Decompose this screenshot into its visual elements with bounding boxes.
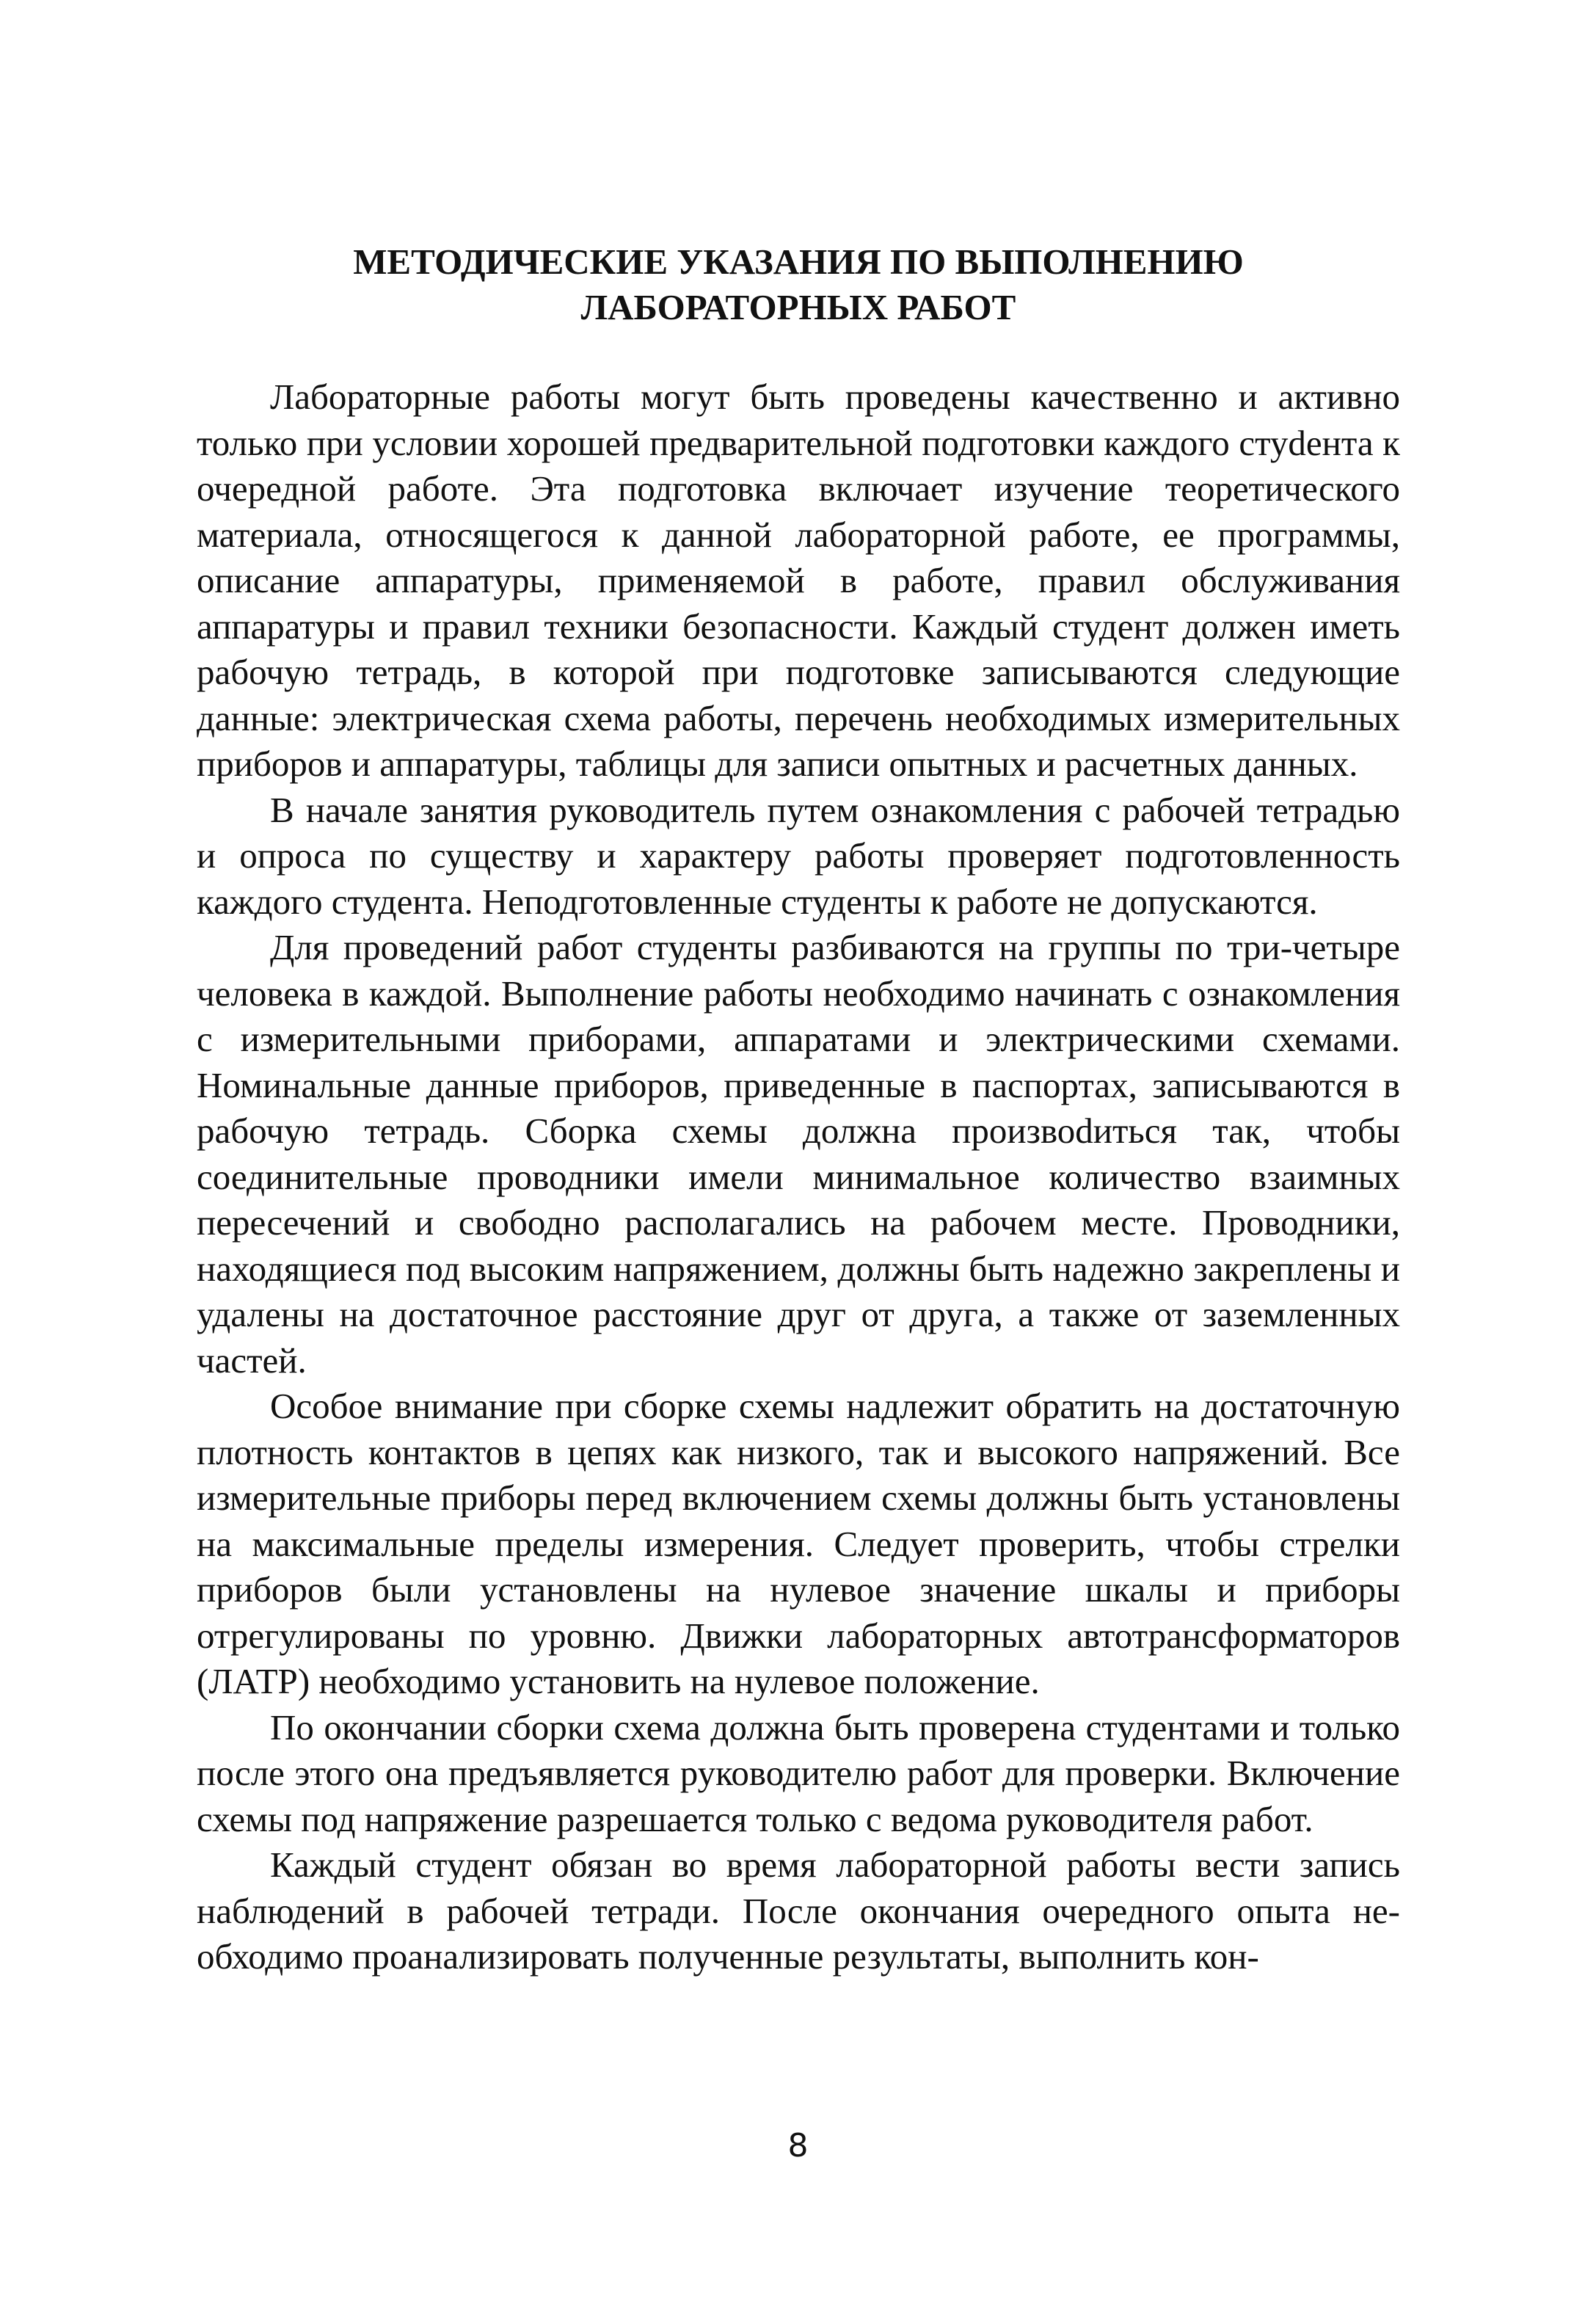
title-line-2: ЛАБОРАТОРНЫХ РАБОТ — [580, 287, 1016, 327]
paragraph-1: Лабораторные работы могут быть проведены качественно и активно только при условии хорошей предварительной подготовки каждого стуdента к очередной работе. Эта подготовка включает изучение теоретического материала, относящегося к данной лабораторной работе, ее программы, описание аппаратуры, применяемой в работе, правил обслуживания аппаратуры и правил техники безопасности. Каждый студент должен иметь рабочую тетрадь, в которой при подготовке записываются следующие данные: электрическая схема работы, перечень необходимых измерительных приборов и аппаратуры, таблицы для записи опытных и расчетных данных. — [197, 377, 1400, 784]
paragraph-6: Каждый студент обязан во время лабораторной работы вести запись наблюдений в рабочей тетради. После окончания очередного опыта необходимо проанализировать полученные результаты, выполнить кон- — [197, 1844, 1400, 1977]
page-number: 8 — [787, 2127, 809, 2164]
paragraph-4: Особое внимание при сборке схемы надлежит обратить на достаточную плотность контактов в цепях как низкого, так и высокого напряжений. Все измерительные приборы перед включением схемы должны быть установлены на максимальные пределы измерения. Следует проверить, чтобы стрелки приборов были установлены на нулевое значение шкалы и приборы отрегулированы по уровню. Движки лабораторных автотрансформаторов (ЛАТР) необходимо установить на нулевое положение. — [197, 1386, 1400, 1701]
paragraph-5: По окончании сборки схема должна быть проверена студентами и только после этого она предъявляется руководителю работ для проверки. Включение схемы под напряжение разрешается только с ведома руководителя работ. — [197, 1706, 1400, 1839]
page-title — [197, 239, 1400, 330]
title-line-1: МЕТОДИЧЕСКИЕ УКАЗАНИЯ ПО ВЫПОЛНЕНИЮ — [353, 241, 1244, 282]
paragraph-2: В начале занятия руководитель путем ознакомления с рабочей тетрадью и опроса по существу и характеру работы проверяет подготовленность каждого студента. Неподготовленные студенты к работе не допускаются. — [197, 789, 1400, 922]
paragraph-3: Для проведений работ студенты разбиваются на группы по три-четыре человека в каждой. Выполнение работы необходимо начинать с ознакомления с измерительными приборами, аппаратами и электрическими схемами. Номинальные данные приборов, приведенные в паспортах, записываются в рабочую тетрадь. Сборка схемы должна произвоdиться так, чтобы соединительные проводники имели минимальное количество взаимных пересечений и свободно располагались на рабочем месте. Проводники, находящиеся под высоким напряжением, должны быть надежно закреплены и удалены на достаточное расстояние друг от друга, а также от заземленных частей. — [197, 927, 1400, 1381]
body-text — [197, 374, 1400, 1980]
